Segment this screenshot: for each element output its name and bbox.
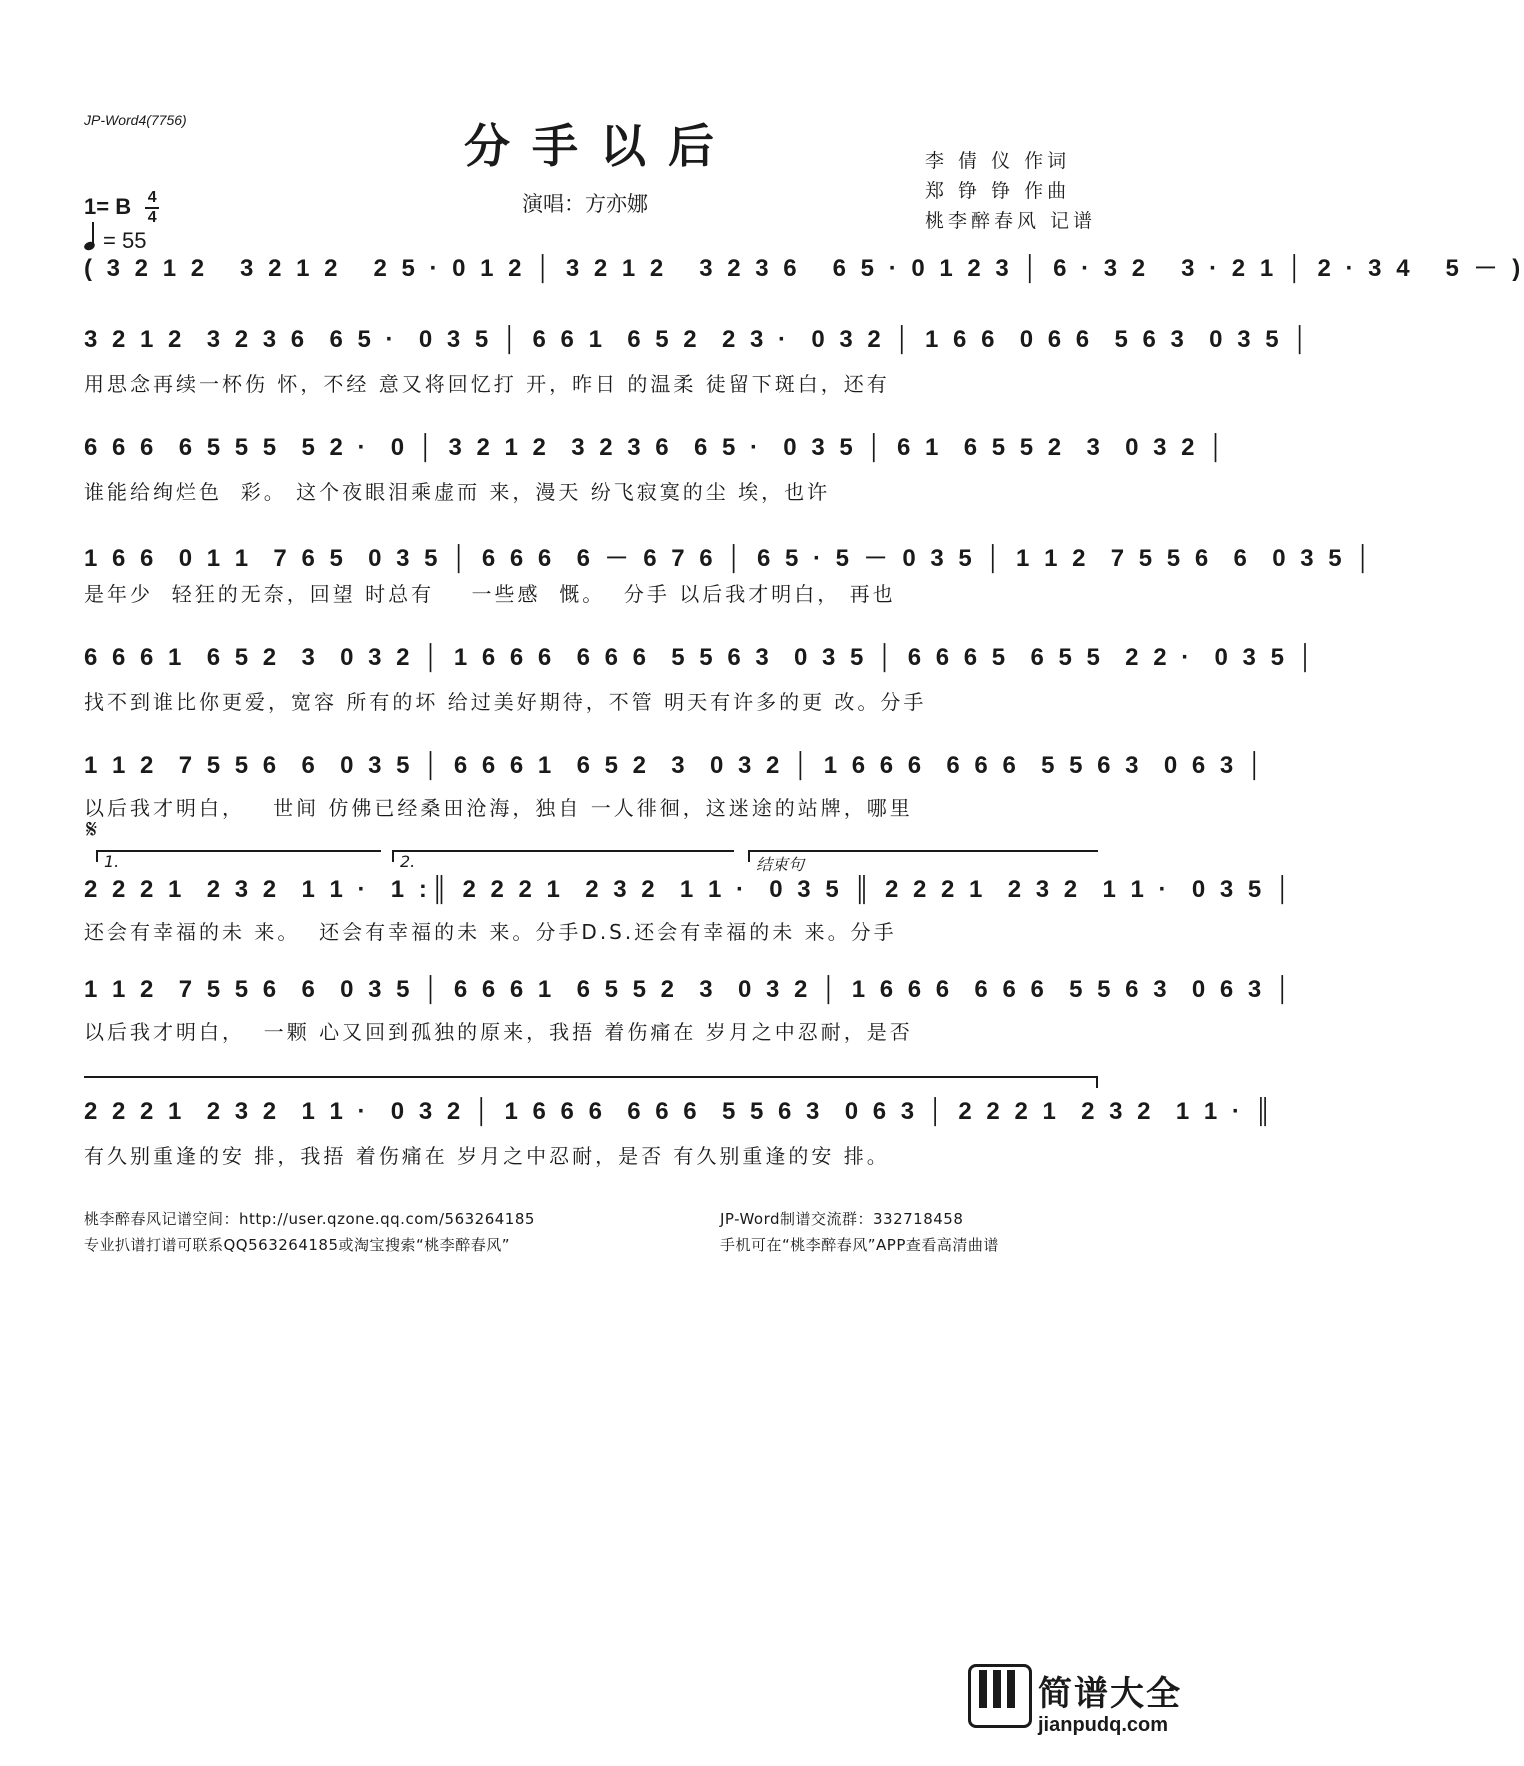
key-signature: 1= B $\frac{4}{4}$: [84, 190, 159, 226]
lyric-row: 以后我才明白， 一颗 心又回到孤独的原来，我捂 着伤痛在 岁月之中忍耐，是否: [84, 1020, 913, 1044]
lyric-row: 找不到谁比你更爱，宽容 所有的坏 给过美好期待，不管 明天有许多的更 改。分手: [84, 690, 927, 714]
lyric-row: 以后我才明白， 世间 仿佛已经桑田沧海，独自 一人徘徊，这迷途的站牌，哪里: [84, 796, 913, 820]
lyric-row: 是年少 轻狂的无奈，回望 时总有 一些感 慨。 分手 以后我才明白， 再也: [84, 582, 896, 606]
notation-row: 3 2 1 2 3 2 3 6 6 5 · 0 3 5 │ 6 6 1 6 5 2 2 3 · 0 3 2 │ 1 6 6 0 6 6 5 6 3 0 3 5 │: [84, 326, 1313, 353]
coda-label: 结束句: [756, 855, 805, 874]
notation-row: 1 1 2 7 5 5 6 6 0 3 5 │ 6 6 6 1 6 5 2 3 0 3 2 │ 1 6 6 6 6 6 6 5 5 6 3 0 6 3 │: [84, 752, 1267, 779]
time-signature: $\frac{4}{4}$: [145, 190, 159, 226]
composer: 郑 铮 铮 作曲: [925, 180, 1071, 202]
logo-url: jianpudq.com: [1038, 1714, 1168, 1736]
footer-left: [84, 1206, 535, 1258]
footer-qzone: 桃李醉春风记谱空间：http://user.qzone.qq.com/563264185: [84, 1210, 535, 1228]
footer-group: JP-Word制谱交流群：332718458: [720, 1210, 964, 1228]
song-title: 分手以后: [464, 119, 736, 173]
tempo: = 55: [84, 226, 146, 254]
lyric-row: 有久别重逢的安 排，我捂 着伤痛在 岁月之中忍耐，是否 有久别重逢的安 排。: [84, 1144, 890, 1168]
notation-row: 1 6 6 0 1 1 7 6 5 0 3 5 │ 6 6 6 6 － 6 7 6 │ 6 5 · 5 － 0 3 5 │ 1 1 2 7 5 5 6 6 0 3 5 │: [84, 545, 1376, 572]
lyric-row: 谁能给绚烂色 彩。 这个夜眼泪乘虚而 来，漫天 纷飞寂寞的尘 埃，也许: [84, 480, 831, 504]
notation-row: 6 6 6 1 6 5 2 3 0 3 2 │ 1 6 6 6 6 6 6 5 5 6 3 0 3 5 │ 6 6 6 5 6 5 5 2 2 · 0 3 5 │: [84, 644, 1318, 671]
footer-contact: 专业扒谱打谱可联系QQ563264185或淘宝搜索“桃李醉春风”: [84, 1236, 511, 1254]
software-version: JP-Word4(7756): [84, 112, 187, 128]
site-logo: [968, 1664, 1184, 1746]
footer-right: [720, 1206, 999, 1258]
segno-icon: 𝄋: [86, 815, 98, 845]
piano-keys-icon: [968, 1664, 1032, 1728]
notation-row: 2 2 2 1 2 3 2 1 1 · 0 3 2 │ 1 6 6 6 6 6 6 5 5 6 3 0 6 3 │ 2 2 2 1 2 3 2 1 1 · ║: [84, 1098, 1276, 1125]
credits: [925, 146, 1096, 236]
notation-row: 2 2 2 1 2 3 2 1 1 · 1 :║ 2 2 2 1 2 3 2 1 1 · 0 3 5 ║ 2 2 2 1 2 3 2 1 1 · 0 3 5 │: [84, 876, 1295, 903]
second-ending-label: 2.: [400, 852, 416, 871]
notation-row: 6 6 6 6 5 5 5 5 2 · 0 │ 3 2 1 2 3 2 3 6 6 5 · 0 3 5 │ 6 1 6 5 5 2 3 0 3 2 │: [84, 434, 1229, 461]
transcriber: 桃李醉春风 记谱: [925, 210, 1097, 232]
lyricist: 李 倩 仪 作词: [925, 150, 1071, 172]
lyric-row: 还会有幸福的未 来。 还会有幸福的未 来。分手D.S.还会有幸福的未 来。分手: [84, 920, 897, 944]
singer: 演唱：方亦娜: [522, 192, 648, 216]
notation-row: 1 1 2 7 5 5 6 6 0 3 5 │ 6 6 6 1 6 5 5 2 3 0 3 2 │ 1 6 6 6 6 6 6 5 5 6 3 0 6 3 │: [84, 976, 1295, 1003]
lyric-row: 用思念再续一杯伤 怀，不经 意又将回忆打 开，昨日 的温柔 徒留下斑白，还有: [84, 372, 890, 396]
footer-app: 手机可在“桃李醉春风”APP查看高清曲谱: [720, 1236, 999, 1254]
first-ending-label: 1.: [104, 852, 120, 871]
logo-title: 简谱大全: [1038, 1674, 1182, 1714]
notation-row: ( 3 2 1 2 3 2 1 2 2 5 · 0 1 2 │ 3 2 1 2 3 2 3 6 6 5 · 0 1 2 3 │ 6 · 3 2 3 · 2 1 │ 2 · 3 4 5 － ): [84, 255, 1524, 282]
